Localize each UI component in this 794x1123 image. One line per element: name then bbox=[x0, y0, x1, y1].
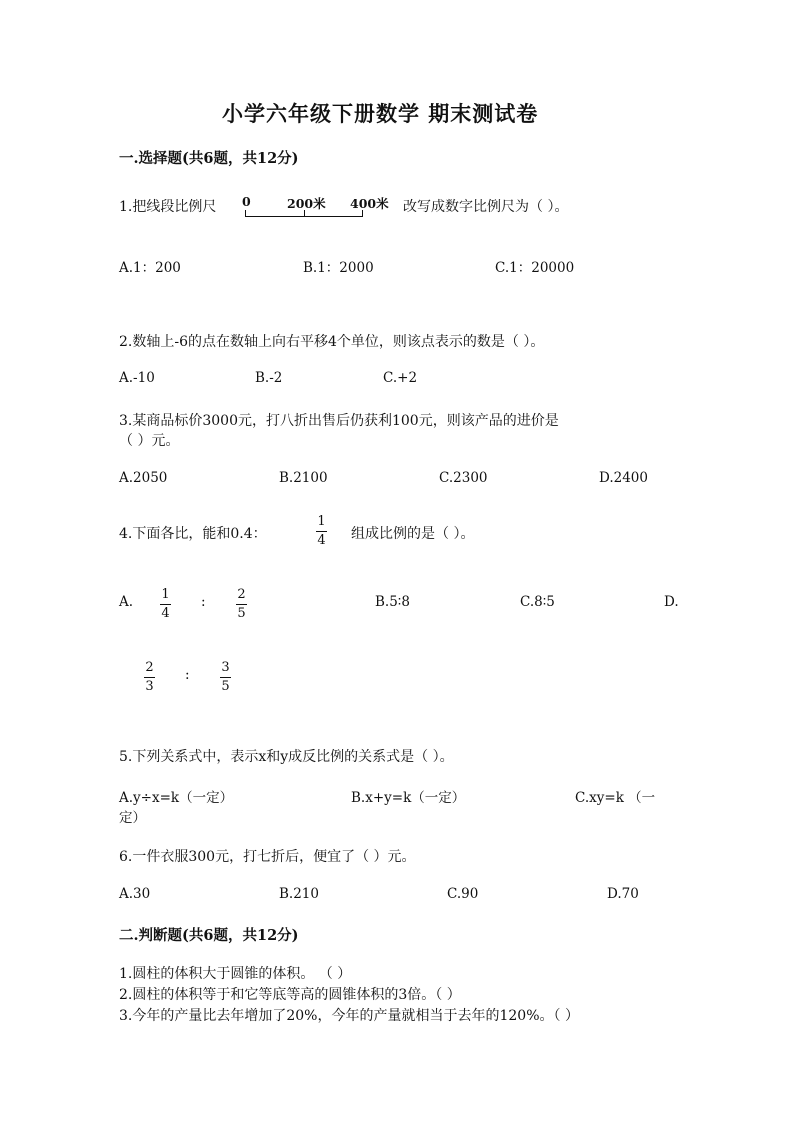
tf-item-3: 3.今年的产量比去年增加了20%，今年的产量就相当于去年的120%。（ ） bbox=[119, 1008, 579, 1024]
q6-option-d[interactable]: D.70 bbox=[607, 886, 639, 902]
fraction-denominator: 5 bbox=[221, 679, 230, 694]
section-heading-true-false: 二.判断题(共6题，共12分) bbox=[119, 927, 299, 944]
q3-option-d[interactable]: D.2400 bbox=[599, 470, 648, 486]
q5-option-c[interactable]: C.xy=k （一 bbox=[575, 790, 656, 806]
q3-option-a[interactable]: A.2050 bbox=[119, 470, 168, 486]
question-3-line-1: 3.某商品标价3000元，打八折出售后仍获利100元，则该产品的进价是 bbox=[119, 413, 559, 429]
page-title: 小学六年级下册数学 期末测试卷 bbox=[222, 101, 539, 126]
fraction-numerator: 3 bbox=[221, 660, 230, 675]
fraction-denominator: 4 bbox=[317, 533, 326, 548]
fraction-numerator: 1 bbox=[317, 514, 326, 529]
q4-option-a-colon: : bbox=[201, 594, 206, 610]
question-2-text: 2.数轴上-6的点在数轴上向右平移4个单位，则该点表示的数是（ ）。 bbox=[119, 334, 545, 350]
q4-option-a-label: A. bbox=[119, 594, 134, 610]
section-heading-multiple-choice: 一.选择题(共6题，共12分) bbox=[119, 150, 299, 167]
q5-option-c-wrap: 定） bbox=[119, 810, 146, 826]
fraction-denominator: 3 bbox=[145, 679, 154, 694]
q1-option-b[interactable]: B.1：2000 bbox=[303, 260, 374, 276]
q1-option-c[interactable]: C.1：20000 bbox=[495, 260, 575, 276]
scale-label-0: 0 bbox=[242, 194, 251, 209]
q1-option-a[interactable]: A.1：200 bbox=[119, 260, 181, 276]
q5-option-a[interactable]: A.y÷x=k（一定） bbox=[119, 790, 234, 806]
question-4-prefix: 4.下面各比，能和0.4： bbox=[119, 526, 267, 542]
q4-option-d-colon: : bbox=[185, 667, 190, 683]
q2-option-c[interactable]: C.+2 bbox=[383, 370, 418, 386]
question-4-suffix: 组成比例的是（ ）。 bbox=[351, 526, 475, 542]
q3-option-b[interactable]: B.2100 bbox=[279, 470, 328, 486]
fraction-bar bbox=[220, 677, 231, 678]
question-6-text: 6.一件衣服300元，打七折后，便宜了（ ）元。 bbox=[119, 849, 416, 865]
q2-option-a[interactable]: A.-10 bbox=[119, 370, 155, 386]
q4-fraction-one-quarter bbox=[316, 515, 327, 547]
scale-tick-0 bbox=[245, 210, 246, 217]
fraction-numerator: 2 bbox=[145, 660, 154, 675]
fraction-numerator: 1 bbox=[161, 587, 170, 602]
q4-option-a-fraction-2 bbox=[236, 588, 247, 620]
fraction-bar bbox=[144, 677, 155, 678]
scale-label-200: 200米 bbox=[287, 196, 326, 211]
tf-item-2: 2.圆柱的体积等于和它等底等高的圆锥体积的3倍。（ ） bbox=[119, 987, 461, 1003]
q6-option-b[interactable]: B.210 bbox=[279, 886, 319, 902]
q4-option-d-fraction-2 bbox=[220, 661, 231, 693]
q3-option-c[interactable]: C.2300 bbox=[439, 470, 488, 486]
fraction-denominator: 4 bbox=[161, 606, 170, 621]
question-3-line-2: （ ）元。 bbox=[119, 433, 180, 449]
question-5-text: 5.下列关系式中，表示x和y成反比例的关系式是（ ）。 bbox=[119, 749, 454, 765]
fraction-bar bbox=[316, 531, 327, 532]
fraction-bar bbox=[160, 604, 171, 605]
scale-tick-400 bbox=[362, 210, 363, 217]
scale-label-400: 400米 bbox=[350, 196, 389, 211]
q4-option-b[interactable]: B.5∶8 bbox=[375, 594, 410, 610]
fraction-numerator: 2 bbox=[237, 587, 246, 602]
q6-option-c[interactable]: C.90 bbox=[447, 886, 479, 902]
question-1-prefix: 1.把线段比例尺 bbox=[119, 199, 217, 215]
scale-tick-200 bbox=[304, 210, 305, 217]
fraction-bar bbox=[236, 604, 247, 605]
q2-option-b[interactable]: B.-2 bbox=[255, 370, 283, 386]
tf-item-1: 1.圆柱的体积大于圆锥的体积。 （ ） bbox=[119, 966, 352, 982]
fraction-denominator: 5 bbox=[237, 606, 246, 621]
q6-option-a[interactable]: A.30 bbox=[119, 886, 151, 902]
q4-option-d-label[interactable]: D. bbox=[664, 594, 679, 610]
q4-option-c[interactable]: C.8∶5 bbox=[520, 594, 555, 610]
q4-option-d-fraction-1 bbox=[144, 661, 155, 693]
q4-option-a-fraction-1 bbox=[160, 588, 171, 620]
q5-option-b[interactable]: B.x+y=k（一定） bbox=[351, 790, 466, 806]
question-1-suffix: 改写成数字比例尺为（ ）。 bbox=[403, 199, 569, 215]
